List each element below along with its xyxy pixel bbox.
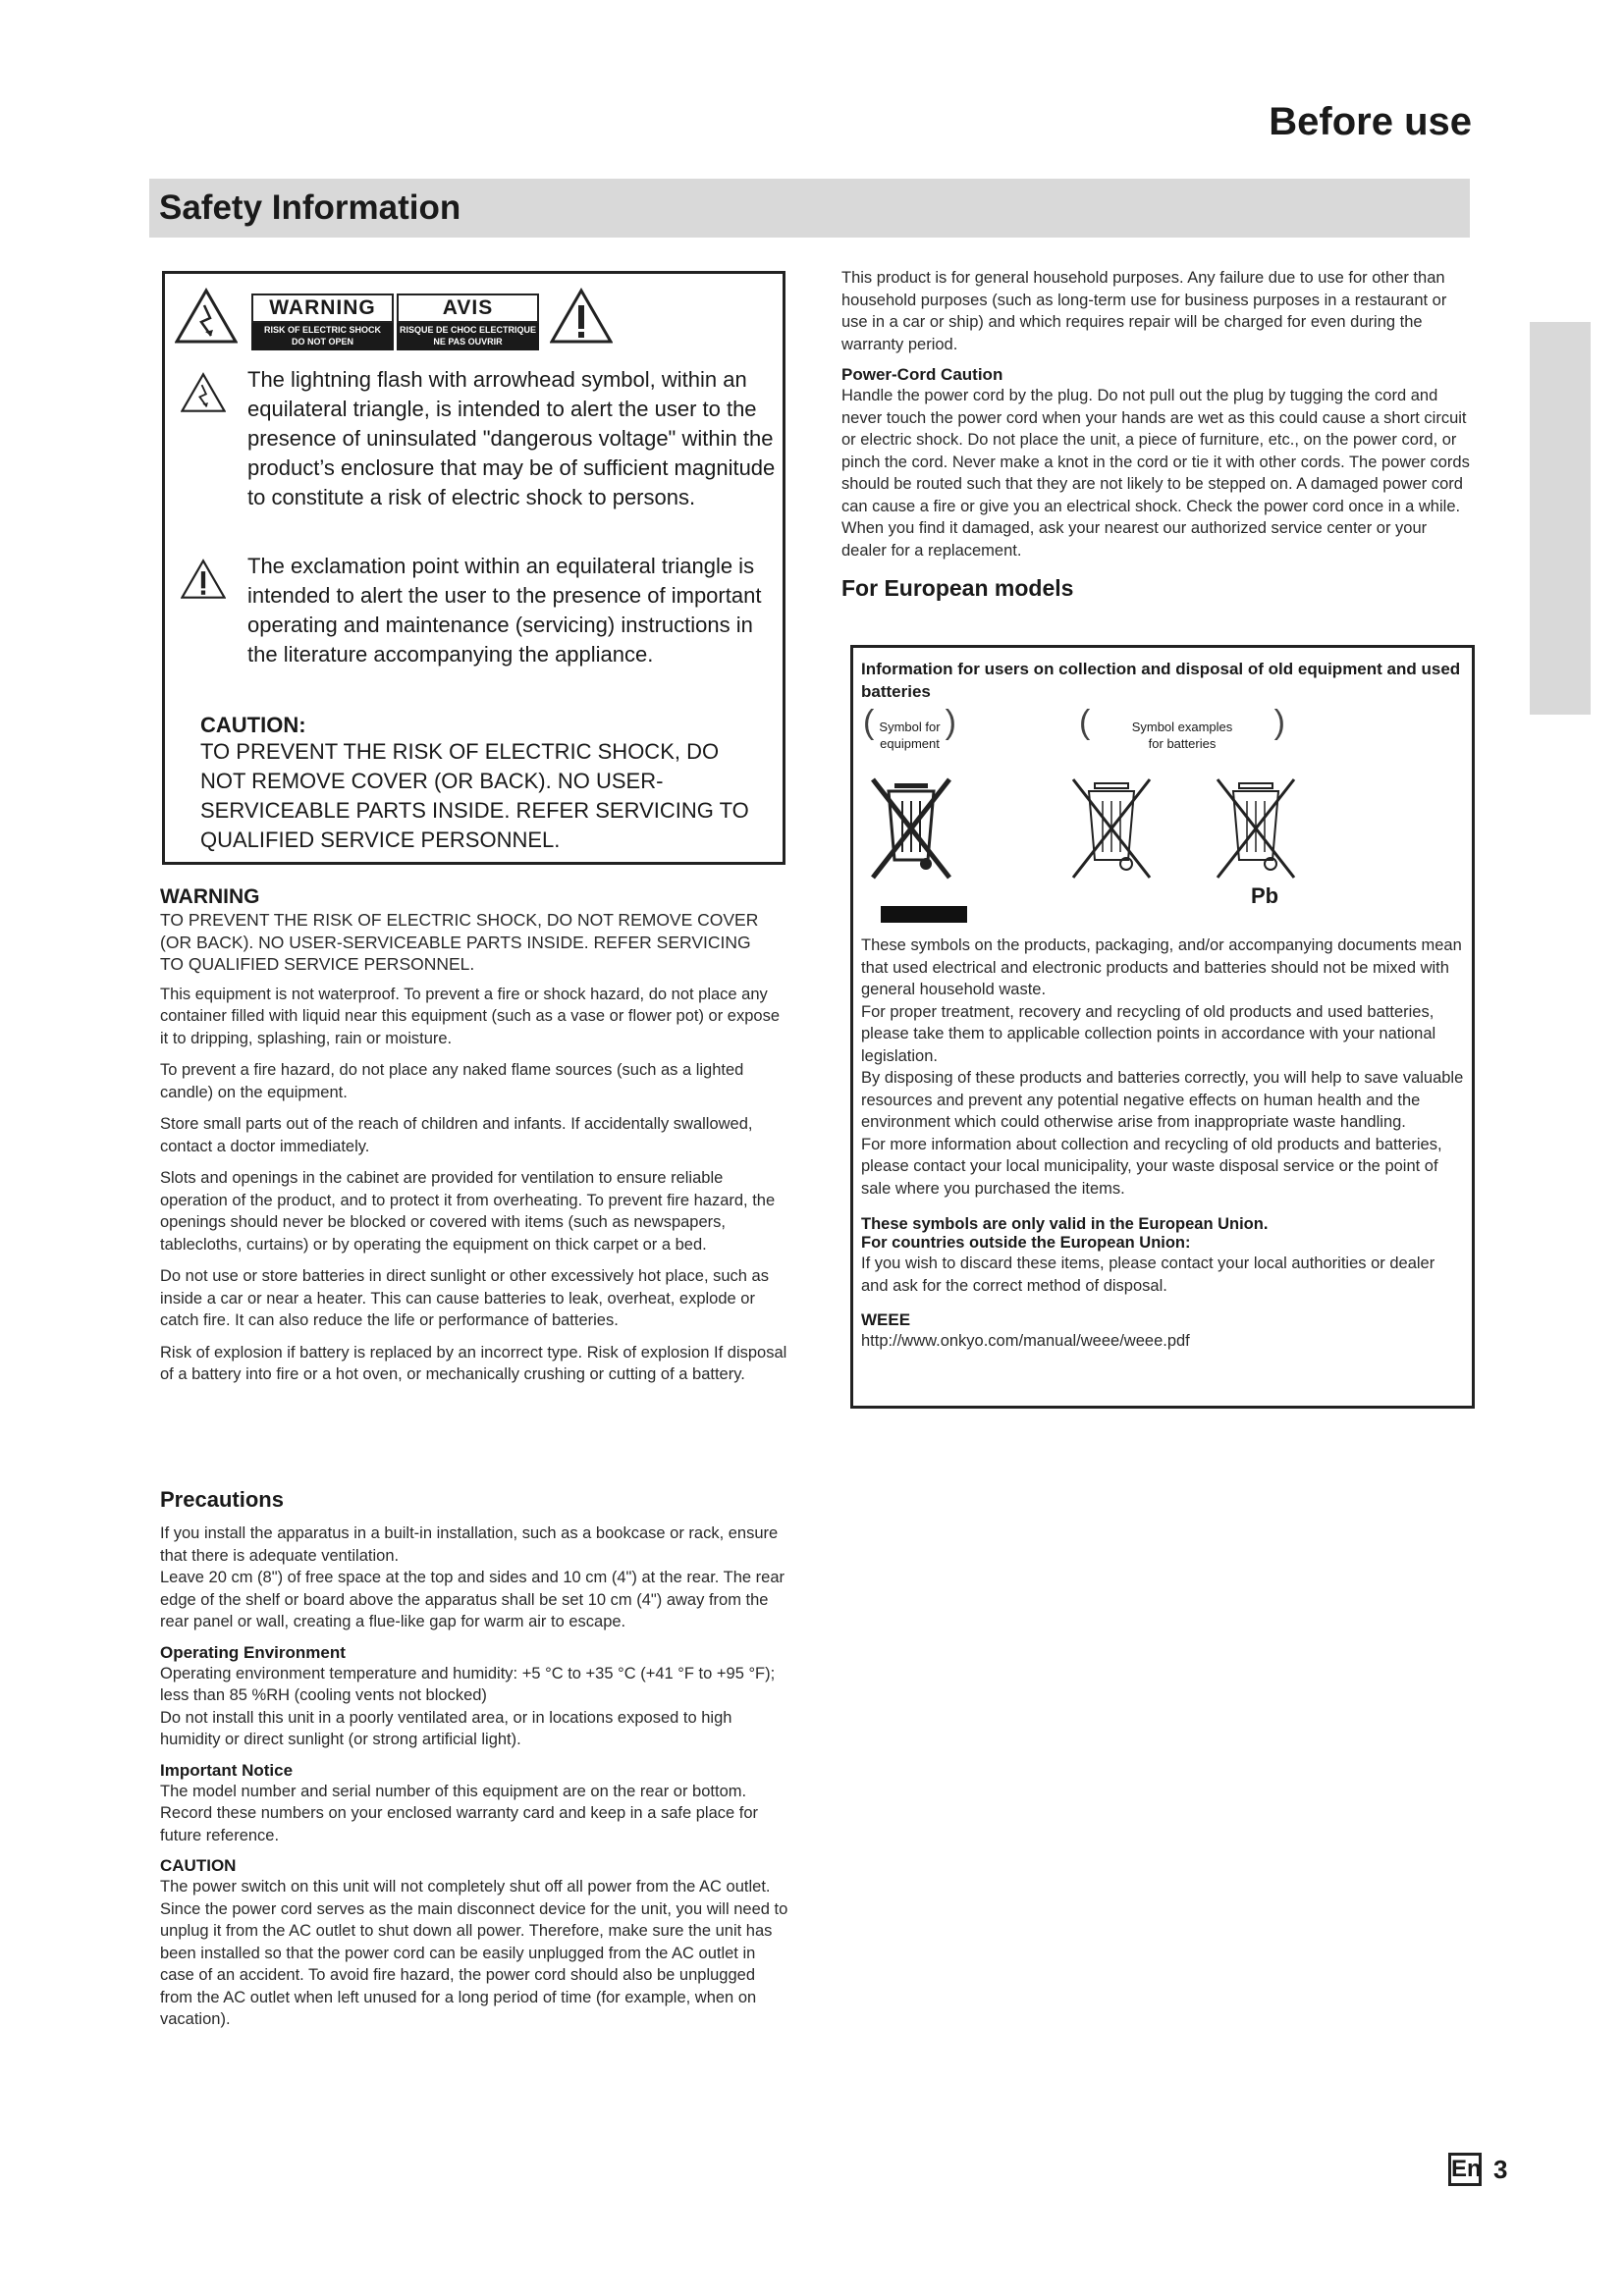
- disposal-box-heading: Information for users on collection and disposal of old equipment and used batteries: [861, 660, 1461, 701]
- right-intro-section: [841, 267, 1475, 602]
- batteries-paragraph: Do not use or store batteries in direct sunlight or other excessively hot place, such as inside a car or near a heater. This can cause batteries to leak, overheat, explode or catch fire. It can also reduce the life or performance of batteries.: [160, 1267, 769, 1329]
- weee-heading: WEEE: [861, 1310, 911, 1329]
- avis-label-sub: RISQUE DE CHOC ELECTRIQUE NE PAS OUVRIR: [397, 323, 539, 350]
- pb-label: Pb: [1251, 883, 1279, 908]
- important-notice-text: The model number and serial number of this equipment are on the rear or bottom. Record these numbers on your enclosed warranty card and keep in a safe place for future reference.: [160, 1782, 759, 1844]
- underline-bar: [881, 906, 967, 923]
- lightning-description: The lightning flash with arrowhead symbol, within an equilateral triangle, is intended to alert the user to the presence of uninsulated "dangerous voltage" within the product’s enclosure that may be of sufficient magnitude to constitute a risk of electric shock to persons.: [247, 367, 776, 509]
- outside-eu-heading: For countries outside the European Union:: [861, 1234, 1191, 1252]
- avis-label: [397, 294, 539, 350]
- crossed-bin-pb-battery-icon: [1212, 774, 1300, 883]
- small-parts-paragraph: Store small parts out of the reach of children and infants. If accidentally swallowed, contact a doctor immediately.: [160, 1115, 753, 1155]
- weee-link[interactable]: http://www.onkyo.com/manual/weee/weee.pdf: [861, 1332, 1190, 1350]
- ventilation-paragraph: Slots and openings in the cabinet are provided for ventilation to ensure reliable operation of the product, and to protect it from overheating. To prevent fire hazard, the openings should never be blocked or covered with items (such as newspapers, tablecloths, curtains) or by operating the equipment on thick carpet or a bed.: [160, 1169, 776, 1254]
- caution-heading: CAUTION:: [200, 713, 306, 737]
- warning-label-sub: RISK OF ELECTRIC SHOCK DO NOT OPEN: [251, 323, 394, 350]
- warning-heading: WARNING: [160, 885, 260, 908]
- section-header-bar: [149, 179, 1470, 238]
- power-cord-text: Handle the power cord by the plug. Do not pull out the plug by tugging the cord and never touch the power cord when your hands are wet as this could cause a short circuit or electric shock. Do not place the unit, a piece of furniture, etc., on the power cord, or pinch the cord. Never make a knot in the cord or tie it with other cords. The power cords should be routed such that they are not likely to be stepped on. A damaged power cord can cause a fire or give you an electrical shock. Check the power cord once in a while. When you find it damaged, ask your nearest our authorized service center or your dealer for a replacement.: [841, 387, 1470, 560]
- power-cord-heading: Power-Cord Caution: [841, 365, 1003, 384]
- disposal-paragraph-1: These symbols on the products, packaging, and/or accompanying documents mean that used electrical and electronic products and batteries should not be mixed with general household waste.: [861, 936, 1462, 998]
- language-badge: En: [1448, 2153, 1482, 2186]
- disposal-paragraph-2: For proper treatment, recovery and recycling of old products and used batteries, please take them to applicable collection points in accordance with your national legislation.: [861, 1002, 1436, 1065]
- operating-environment-paragraph-2: Do not install this unit in a poorly ventilated area, or in locations exposed to high humidity or direct sunlight (or strong artificial light).: [160, 1708, 732, 1748]
- warning-label-title: WARNING: [251, 294, 394, 323]
- symbol-equipment-label: ( Symbol for equipment ): [863, 704, 956, 751]
- important-notice-heading: Important Notice: [160, 1760, 294, 1780]
- operating-environment-paragraph-1: Operating environment temperature and humidity: +5 °C to +35 °C (+41 °F to +95 °F); less than 85 %RH (cooling vents not blocked): [160, 1664, 776, 1704]
- crossed-bin-equipment-icon: [867, 774, 955, 883]
- household-purposes-paragraph: This product is for general household purposes. Any failure due to use for other than household purposes (such as long-term use for business purposes in a restaurant or use in a car or ship) and which requires repair will be charged for even during the warranty period.: [841, 269, 1447, 353]
- explosion-paragraph: Risk of explosion if battery is replaced by an incorrect type. Risk of explosion If disposal of a battery into fire or a hot oven, or mechanically crushing or cutting of a battery.: [160, 1343, 787, 1383]
- warning-text: TO PREVENT THE RISK OF ELECTRIC SHOCK, DO NOT REMOVE COVER (OR BACK). NO USER-SERVICEABLE PARTS INSIDE. REFER SERVICING TO QUALIFIED SERVICE PERSONNEL.: [160, 910, 759, 974]
- precautions-heading: Precautions: [160, 1487, 284, 1512]
- exclamation-description: The exclamation point within an equilateral triangle is intended to alert the user to the presence of important operating and maintenance (servicing) instructions in the literature accompanying the appliance.: [247, 554, 762, 667]
- exclamation-triangle-icon: [181, 559, 226, 600]
- precautions-section: [160, 1487, 788, 2031]
- page-title: Before use: [1269, 100, 1472, 143]
- precautions-paragraph-2: Leave 20 cm (8") of free space at the top and sides and 10 cm (4") at the rear. The rear edge of the shelf or board above the apparatus shall be set 10 cm (4") away from the rear panel or wall, creating a flue-like gap for warm air to escape.: [160, 1569, 785, 1630]
- lightning-triangle-icon: [181, 372, 226, 413]
- lightning-triangle-icon: [175, 288, 238, 345]
- warning-box: [162, 271, 785, 865]
- side-tab-marker: [1530, 322, 1591, 715]
- avis-label-title: AVIS: [397, 294, 539, 323]
- symbol-batteries-label: ( Symbol examples for batteries ): [1079, 704, 1285, 751]
- eu-disposal-box: [850, 645, 1475, 1409]
- waterproof-paragraph: This equipment is not waterproof. To prevent a fire or shock hazard, do not place any container filled with liquid near this equipment (such as a vase or flower pot) or expose it to dripping, splashing, rain or moisture.: [160, 985, 780, 1047]
- disposal-paragraph-4: For more information about collection and recycling of old products and batteries, please contact your local municipality, your waste disposal service or the point of sale where you purchased the items.: [861, 1135, 1442, 1198]
- section-title: Safety Information: [159, 188, 461, 227]
- disposal-paragraph-3: By disposing of these products and batteries correctly, you will help to save valuable resources and prevent any potential negative effects on human health and the environment which could otherwise arise from inappropriate waste handling.: [861, 1069, 1464, 1131]
- crossed-bin-battery-icon: [1067, 774, 1156, 883]
- disposal-text-block: [861, 934, 1465, 1353]
- outside-eu-text: If you wish to discard these items, please contact your local authorities or dealer and ask for the correct method of disposal.: [861, 1255, 1435, 1295]
- page-footer: [1448, 2153, 1507, 2186]
- precautions-paragraph-1: If you install the apparatus in a built-in installation, such as a bookcase or rack, ensure that there is adequate ventilation.: [160, 1524, 779, 1565]
- exclamation-triangle-icon: [550, 288, 613, 345]
- operating-environment-heading: Operating Environment: [160, 1642, 346, 1662]
- eu-valid-note: These symbols are only valid in the European Union.: [861, 1215, 1269, 1233]
- caution-power-heading: CAUTION: [160, 1856, 237, 1875]
- page-number: 3: [1493, 2154, 1508, 2184]
- european-models-heading: For European models: [841, 575, 1074, 601]
- warning-section: [160, 885, 788, 1386]
- warning-label: [251, 294, 394, 350]
- fire-hazard-paragraph: To prevent a fire hazard, do not place any naked flame sources (such as a lighted candle) on the equipment.: [160, 1061, 744, 1101]
- caution-power-text: The power switch on this unit will not completely shut off all power from the AC outlet. Since the power cord serves as the main disconnect device for the unit, you will need to unplug it from the AC outlet to shut down all power. Therefore, make sure the unit has been installed so that the power cord can be easily unplugged from the AC outlet in case of an accident. To avoid fire hazard, the power cord should also be unplugged from the AC outlet when left unused for a long period of time (for example, when on vacation).: [160, 1878, 788, 2028]
- caution-text: TO PREVENT THE RISK OF ELECTRIC SHOCK, DO NOT REMOVE COVER (OR BACK). NO USER-SERVICEABLE PARTS INSIDE. REFER SERVICING TO QUALIFIED SERVICE PERSONNEL.: [200, 739, 749, 852]
